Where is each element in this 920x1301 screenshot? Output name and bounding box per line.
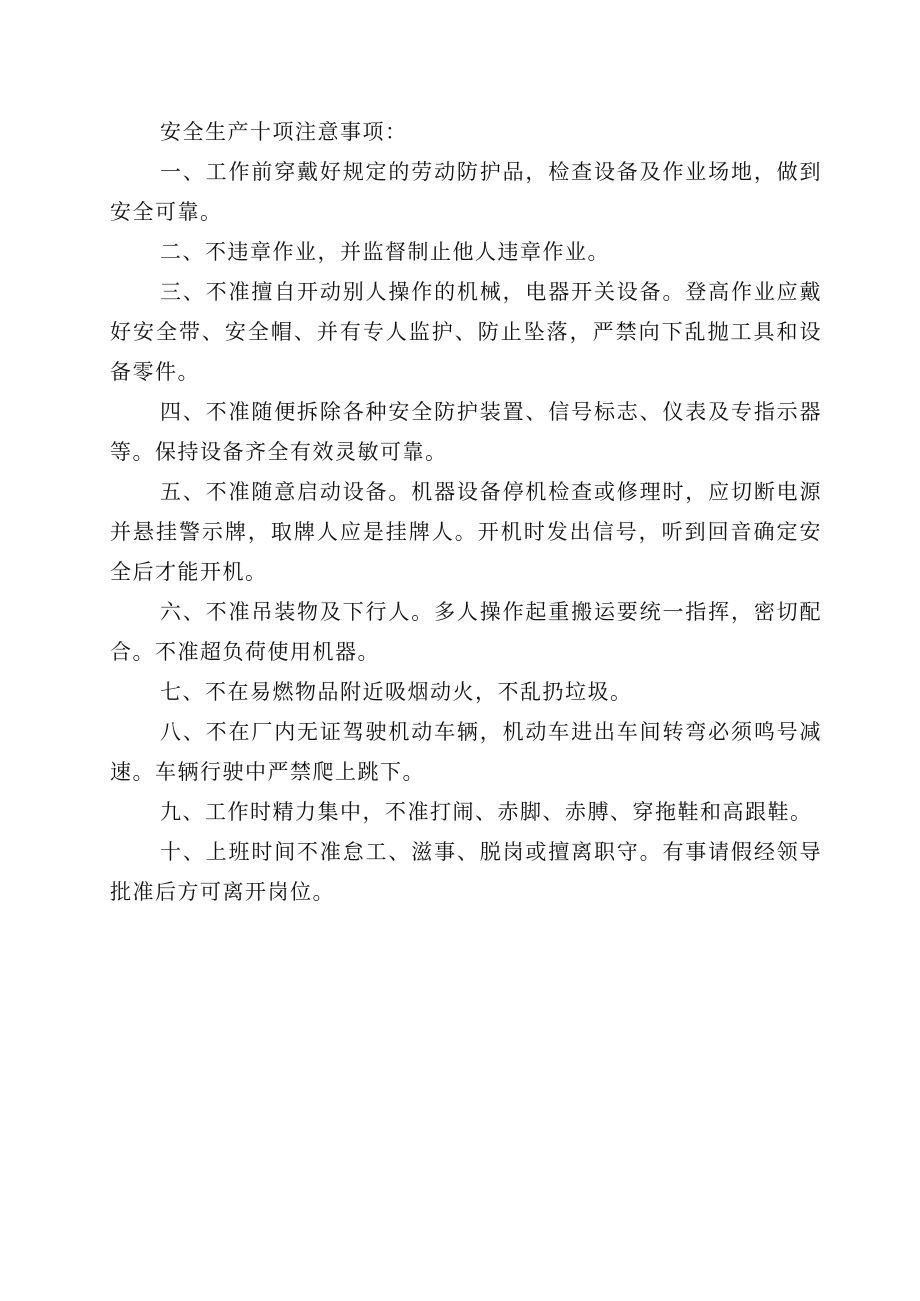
list-item-4: 四、不准随便拆除各种安全防护装置、信号标志、仪表及专指示器等。保持设备齐全有效灵敏可靠。 — [110, 400, 822, 464]
list-item-3: 三、不准擅自开动别人操作的机械，电器开关设备。登高作业应戴好安全带、安全帽、并有专人监护、防止坠落，严禁向下乱抛工具和设备零件。 — [110, 280, 822, 384]
list-item-1: 一、工作前穿戴好规定的劳动防护品，检查设备及作业场地，做到安全可靠。 — [110, 160, 822, 224]
list-item-6: 六、不准吊装物及下行人。多人操作起重搬运要统一指挥，密切配合。不准超负荷使用机器。 — [110, 600, 822, 664]
list-item-2: 二、不违章作业，并监督制止他人违章作业。 — [160, 240, 610, 264]
list-item-8: 八、不在厂内无证驾驶机动车辆，机动车进出车间转弯必须鸣号减速。车辆行驶中严禁爬上跳下。 — [110, 720, 822, 784]
list-item-9: 九、工作时精力集中，不准打闹、赤脚、赤膊、穿拖鞋和高跟鞋。 — [160, 800, 813, 824]
document-title: 安全生产十项注意事项： — [160, 120, 408, 144]
document-body — [110, 112, 822, 912]
list-item-7: 七、不在易燃物品附近吸烟动火，不乱扔垃圾。 — [160, 680, 633, 704]
list-item-5: 五、不准随意启动设备。机器设备停机检查或修理时，应切断电源并悬挂警示牌，取牌人应是挂牌人。开机时发出信号，听到回音确定安全后才能开机。 — [110, 480, 822, 584]
list-item-10: 十、上班时间不准怠工、滋事、脱岗或擅离职守。有事请假经领导批准后方可离开岗位。 — [110, 840, 822, 904]
